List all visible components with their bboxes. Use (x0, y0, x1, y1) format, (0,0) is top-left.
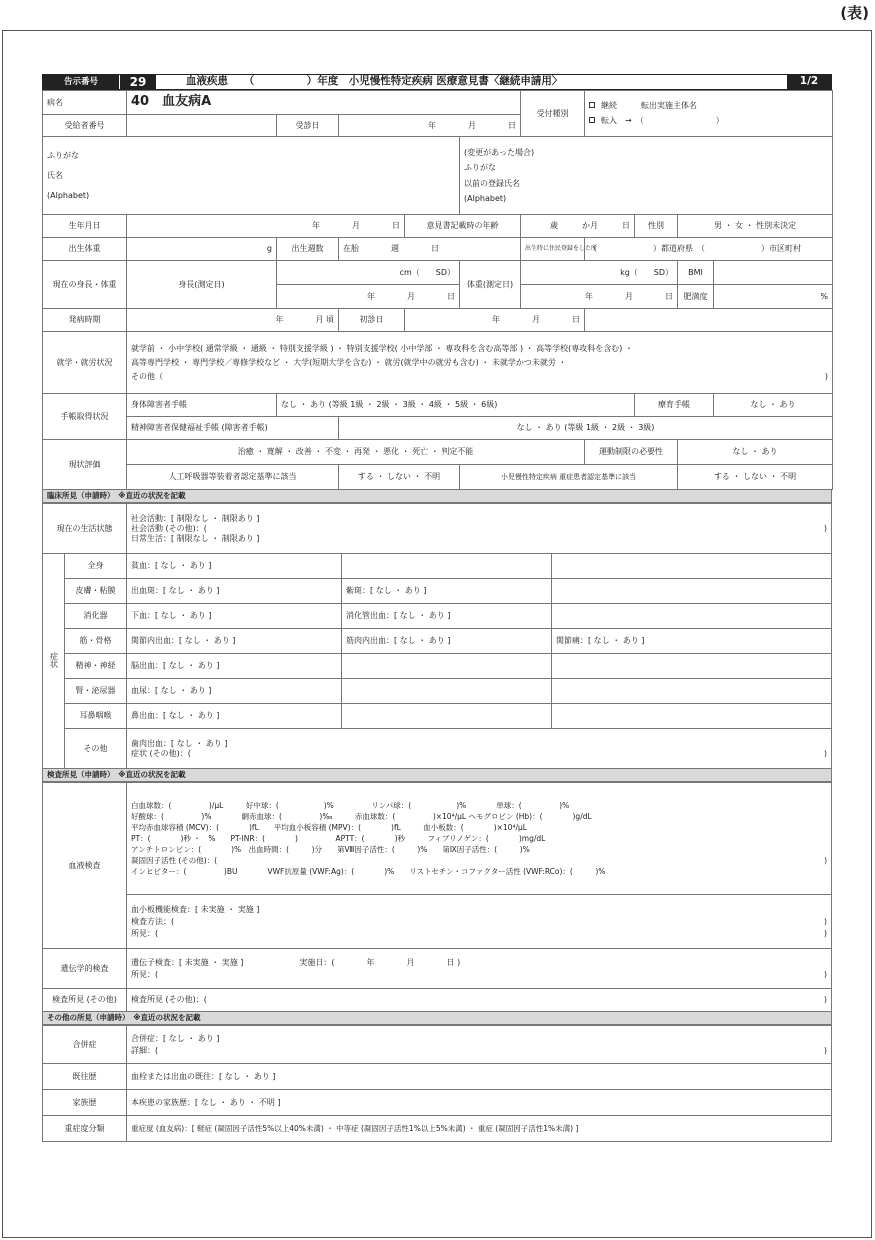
genetic-test-label: 遺伝学的検査 (43, 949, 127, 989)
bmi-value[interactable] (714, 261, 833, 285)
blood-line: 好酸球：( )% 網赤血球：( )‰ 赤血球数：( )×10⁴/μL ヘモグロビン (Hb)：( )g/dL (131, 811, 592, 821)
age-value[interactable]: 歳 か月 日 (521, 215, 635, 238)
symptom-row-c3[interactable] (552, 704, 832, 729)
blood-line: インヒビター：( )BU VWF抗原量 (VWF:Ag)：( )% リストセチン・コファクター活性 (VWF:RCo)：( )% (131, 867, 606, 877)
symptom-row-c1[interactable]: 血尿：[ なし ・ あり ] (127, 679, 342, 704)
symptom-row-c1[interactable]: 下血：[ なし ・ あり ] (127, 604, 342, 629)
life-label: 現在の生活状態 (43, 504, 127, 554)
physical-handbook-value[interactable]: なし ・ あり (等級 1級 ・ 2級 ・ 3級 ・ 4級 ・ 5級 ・ 6級) (277, 394, 635, 417)
lab-table (42, 782, 832, 1012)
platelet-line-1: 血小板機能検査：[ 未実施 ・ 実施 ] (131, 904, 260, 914)
prev-alphabet-label: (Alphabet) (464, 193, 507, 203)
complication-label: 合併症 (43, 1026, 127, 1064)
recipient-number-label: 受給者番号 (43, 115, 127, 137)
page-number: 1/2 (787, 75, 831, 89)
symptom-row-c3[interactable] (552, 679, 832, 704)
symptom-row-label: 精神・神経 (65, 654, 127, 679)
weight-date[interactable]: 年 月 日 (521, 285, 678, 309)
ventilator-label: 人工呼吸器等装着者認定基準に該当 (127, 465, 339, 490)
bmi-label: BMI (678, 261, 714, 285)
form-title: 血液疾患 （ ）年度 小児慢性特定疾病 医療意見書〈継続申請用〉 (186, 75, 563, 88)
birth-weight-value[interactable]: g (127, 238, 277, 261)
symptom-row-c1[interactable]: 鼻出血：[ なし ・ あり ] (127, 704, 342, 729)
form (42, 74, 832, 1142)
weight-value[interactable]: kg（ SD） (521, 261, 678, 285)
symptom-row-c3[interactable] (552, 579, 832, 604)
mental-handbook-value[interactable]: なし ・ あり (等級 1級 ・ 2級 ・ 3級) (339, 417, 833, 440)
symptom-row-c1[interactable]: 脳出血：[ なし ・ あり ] (127, 654, 342, 679)
complication-close: ) (823, 1045, 827, 1055)
height-value[interactable]: cm（ SD） (277, 261, 460, 285)
platelet-test-values[interactable] (127, 895, 832, 949)
symptom-row-c1[interactable]: 貧血：[ なし ・ あり ] (127, 554, 342, 579)
blood-test-label: 血液検査 (43, 783, 127, 949)
sex-label: 性別 (635, 215, 678, 238)
symptom-row-c2[interactable] (342, 704, 552, 729)
severity-label: 重症度分類 (43, 1116, 127, 1142)
severity-value[interactable]: 重症度 (血友病)：[ 軽症 (凝固因子活性5%以上40%未満) ・ 中等症 (凝固因子活性1%以上5%未満) ・ 重症 (凝固因子活性1%未満) ] (127, 1116, 832, 1142)
furigana-label: ふりがな (47, 150, 79, 160)
other-section-header: その他の所見（申請時） ※直近の状況を記載 (42, 1012, 832, 1025)
exercise-label: 運動制限の必要性 (585, 440, 678, 465)
first-visit-value[interactable]: 年 月 日 (405, 309, 585, 332)
evaluation-label: 現状評価 (43, 440, 127, 490)
care-handbook-label: 療育手帳 (635, 394, 714, 417)
genetic-close: ) (823, 969, 827, 979)
family-label: 家族歴 (43, 1090, 127, 1116)
platelet-line-3: 所見：( (131, 928, 159, 938)
weight-label: 体重(測定日) (460, 261, 521, 309)
symptom-row-c2[interactable] (342, 654, 552, 679)
blood-line: 平均赤血球容積 (MCV)：( )fL 平均血小板容積 (MPV)：( )fL 血小板数：( )×10⁴/μL (131, 822, 527, 832)
other-line-2: 症状 (その他)：( (131, 748, 191, 758)
life-close: ) (823, 523, 827, 533)
handbook-label: 手帳取得状況 (43, 394, 127, 440)
other-line-1: 歯肉出血：[ なし ・ あり ] (131, 738, 228, 748)
lab-other-label: 検査所見 (その他) (43, 989, 127, 1012)
symptom-other-label: その他 (65, 729, 127, 769)
symptom-other-value[interactable] (127, 729, 832, 769)
obesity-label: 肥満度 (678, 285, 714, 309)
physical-handbook-label: 身体障害者手帳 (127, 394, 277, 417)
symptom-row-c2[interactable]: 消化管出血：[ なし ・ あり ] (342, 604, 552, 629)
exercise-value[interactable]: なし ・ あり (678, 440, 833, 465)
name-label: 氏名 (47, 170, 63, 180)
symptom-row-c2[interactable] (342, 679, 552, 704)
lab-other-value[interactable]: 検査所見 (その他)：( ) (127, 989, 832, 1012)
corner-label: (表) (840, 4, 869, 22)
transfer-checkbox[interactable] (589, 117, 595, 123)
blood-line: 白血球数：( )/μL 好中球：( )% リンパ球：( )% 単球：( )% (131, 800, 570, 810)
origin-label: 転出実施主体名 (641, 101, 698, 110)
lab-section-header: 検査所見（申請時） ※直近の状況を記載 (42, 769, 832, 782)
birthdate-value[interactable]: 年 月 日 (127, 215, 405, 238)
disease-label: 病名 (43, 91, 127, 115)
history-label: 既往歴 (43, 1064, 127, 1090)
school-label: 就学・就労状況 (43, 332, 127, 394)
alphabet-label: (Alphabet) (47, 190, 90, 200)
family-value[interactable]: 本疾患の家族歴：[ なし ・ あり ・ 不明 ] (127, 1090, 832, 1116)
previous-name-cell[interactable] (460, 137, 833, 215)
symptom-row-label: 腎・泌尿器 (65, 679, 127, 704)
life-line-1: 社会活動：[ 制限なし ・ 制限あり ] (131, 513, 260, 523)
blood-line: PT：( )秒 ・ % PT-INR：( ) APTT：( )秒 フィブリノゲン：( )mg/dL (131, 833, 546, 843)
visit-date-value[interactable]: 年 月 日 (339, 115, 521, 137)
symptoms-label: 症状 (43, 554, 65, 769)
disease-value: 40 血友病A (127, 91, 521, 115)
history-value[interactable]: 血栓または出血の既往：[ なし ・ あり ] (127, 1064, 832, 1090)
mental-handbook-label: 精神障害者保健福祉手帳 (障害者手帳) (127, 417, 339, 440)
life-value[interactable] (127, 504, 832, 554)
platelet-line-2: 検査方法：( (131, 916, 175, 926)
recipient-number-value[interactable] (127, 115, 277, 137)
symptom-row-c3[interactable] (552, 654, 832, 679)
acceptance-options (585, 91, 833, 137)
other-close: ) (823, 748, 827, 758)
school-line-3: その他（ (131, 371, 163, 381)
symptom-row-c3[interactable] (552, 604, 832, 629)
evaluation-value[interactable]: 治癒 ・ 寛解 ・ 改善 ・ 不変 ・ 再発 ・ 悪化 ・ 死亡 ・ 判定不能 (127, 440, 585, 465)
care-handbook-value[interactable]: なし ・ あり (714, 394, 833, 417)
genetic-line-2: 所見：( (131, 969, 159, 979)
symptom-row-c1[interactable]: 出血斑：[ なし ・ あり ] (127, 579, 342, 604)
birth-address-value[interactable]: （ ）都道府県 （ ）市区町村 (585, 238, 833, 261)
severe-value[interactable]: する ・ しない ・ 不明 (678, 465, 833, 490)
transfer-label: 転入 → （ ） (601, 116, 724, 125)
height-label: 身長(測定日) (127, 261, 277, 309)
school-close: ) (824, 371, 829, 381)
birth-weeks-label: 出生週数 (277, 238, 339, 261)
age-label: 意見書記載時の年齢 (405, 215, 521, 238)
ventilator-value[interactable]: する ・ しない ・ 不明 (339, 465, 460, 490)
visit-date-label: 受診日 (277, 115, 339, 137)
symptom-row-label: 耳鼻咽喉 (65, 704, 127, 729)
genetic-date: 実施日：( 年 月 日 ) (299, 957, 461, 967)
school-value[interactable] (127, 332, 833, 394)
continue-label: 継続 (601, 101, 618, 110)
birthdate-label: 生年月日 (43, 215, 127, 238)
other-table (42, 1025, 832, 1142)
clinical-table (42, 503, 832, 769)
current-size-label: 現在の身長・体重 (43, 261, 127, 309)
form-header (42, 74, 832, 90)
blood-test-values[interactable] (127, 783, 832, 895)
obesity-value[interactable]: % (714, 285, 833, 309)
life-line-2: 社会活動 (その他)：( (131, 523, 207, 533)
symptom-row-c3[interactable] (552, 554, 832, 579)
change-note: (変更があった場合) (464, 148, 535, 158)
symptom-row-label: 筋・骨格 (65, 629, 127, 654)
symptom-row-label: 消化器 (65, 604, 127, 629)
genetic-line-1: 遺伝子検査：[ 未実施 ・ 実施 ] (131, 957, 244, 967)
first-visit-label: 初診日 (339, 309, 405, 332)
continue-checkbox[interactable] (589, 102, 595, 108)
notice-number: 29 (120, 75, 156, 89)
severe-label: 小児慢性特定疾病 重症患者認定基準に該当 (460, 465, 678, 490)
symptom-row-c1[interactable]: 関節内出血：[ なし ・ あり ] (127, 629, 342, 654)
complication-line-1: 合併症：[ なし ・ あり ] (131, 1033, 220, 1043)
birth-weeks-value[interactable]: 在胎 週 日 (339, 238, 521, 261)
prev-furigana-label: ふりがな (464, 163, 496, 173)
symptom-row-c2[interactable]: 紫斑：[ なし ・ あり ] (342, 579, 552, 604)
life-line-3: 日常生活：[ 制限なし ・ 制限あり ] (131, 533, 260, 543)
onset-label: 発病時期 (43, 309, 127, 332)
notice-label: 告示番号 (43, 75, 119, 89)
name-cell[interactable] (43, 137, 460, 215)
height-date[interactable]: 年 月 日 (277, 285, 460, 309)
school-line-1: 就学前 ・ 小中学校( 通常学級 ・ 通級 ・ 特別支援学級 ) ・ 特別支援学校( 小中学部 ・ 専攻科を含む高等部 ) ・ 高等学校(専攻科を含む) ・ (131, 343, 633, 353)
symptom-row-label: 皮膚・粘膜 (65, 579, 127, 604)
platelet-close: ) (823, 916, 827, 926)
genetic-test-values[interactable] (127, 949, 832, 989)
symptom-row-label: 全身 (65, 554, 127, 579)
basic-info-table (42, 90, 833, 490)
sex-value[interactable]: 男 ・ 女 ・ 性別未決定 (678, 215, 833, 238)
prev-name-label: 以前の登録氏名 (464, 178, 520, 188)
symptom-row-c3[interactable]: 関節痛：[ なし ・ あり ] (552, 629, 832, 654)
birth-address-label: 出生時に住民登録をした所 (521, 238, 585, 261)
platelet-close: ) (823, 928, 827, 938)
blood-close: ) (824, 856, 827, 866)
complication-value[interactable] (127, 1026, 832, 1064)
complication-line-2: 詳細：( (131, 1045, 159, 1055)
symptom-row-c2[interactable]: 筋肉内出血：[ なし ・ あり ] (342, 629, 552, 654)
acceptance-label: 受付種別 (521, 91, 585, 137)
blood-line: アンチトロンビン：( )% 出血時間：( )分 第Ⅷ因子活性：( )% 第Ⅸ因子活性：( )% (131, 845, 530, 855)
onset-value[interactable]: 年 月 頃 (127, 309, 339, 332)
symptom-row-c2[interactable] (342, 554, 552, 579)
clinical-section-header: 臨床所見（申請時） ※直近の状況を記載 (42, 490, 832, 503)
onset-blank (585, 309, 833, 332)
school-line-2: 高等専門学校 ・ 専門学校／専修学校など ・ 大学(短期大学を含む) ・ 就労(就学中の就労も含む) ・ 未就学かつ未就労 ・ (131, 357, 567, 367)
blood-line: 凝固因子活性 (その他)：( (131, 856, 218, 866)
birth-weight-label: 出生体重 (43, 238, 127, 261)
